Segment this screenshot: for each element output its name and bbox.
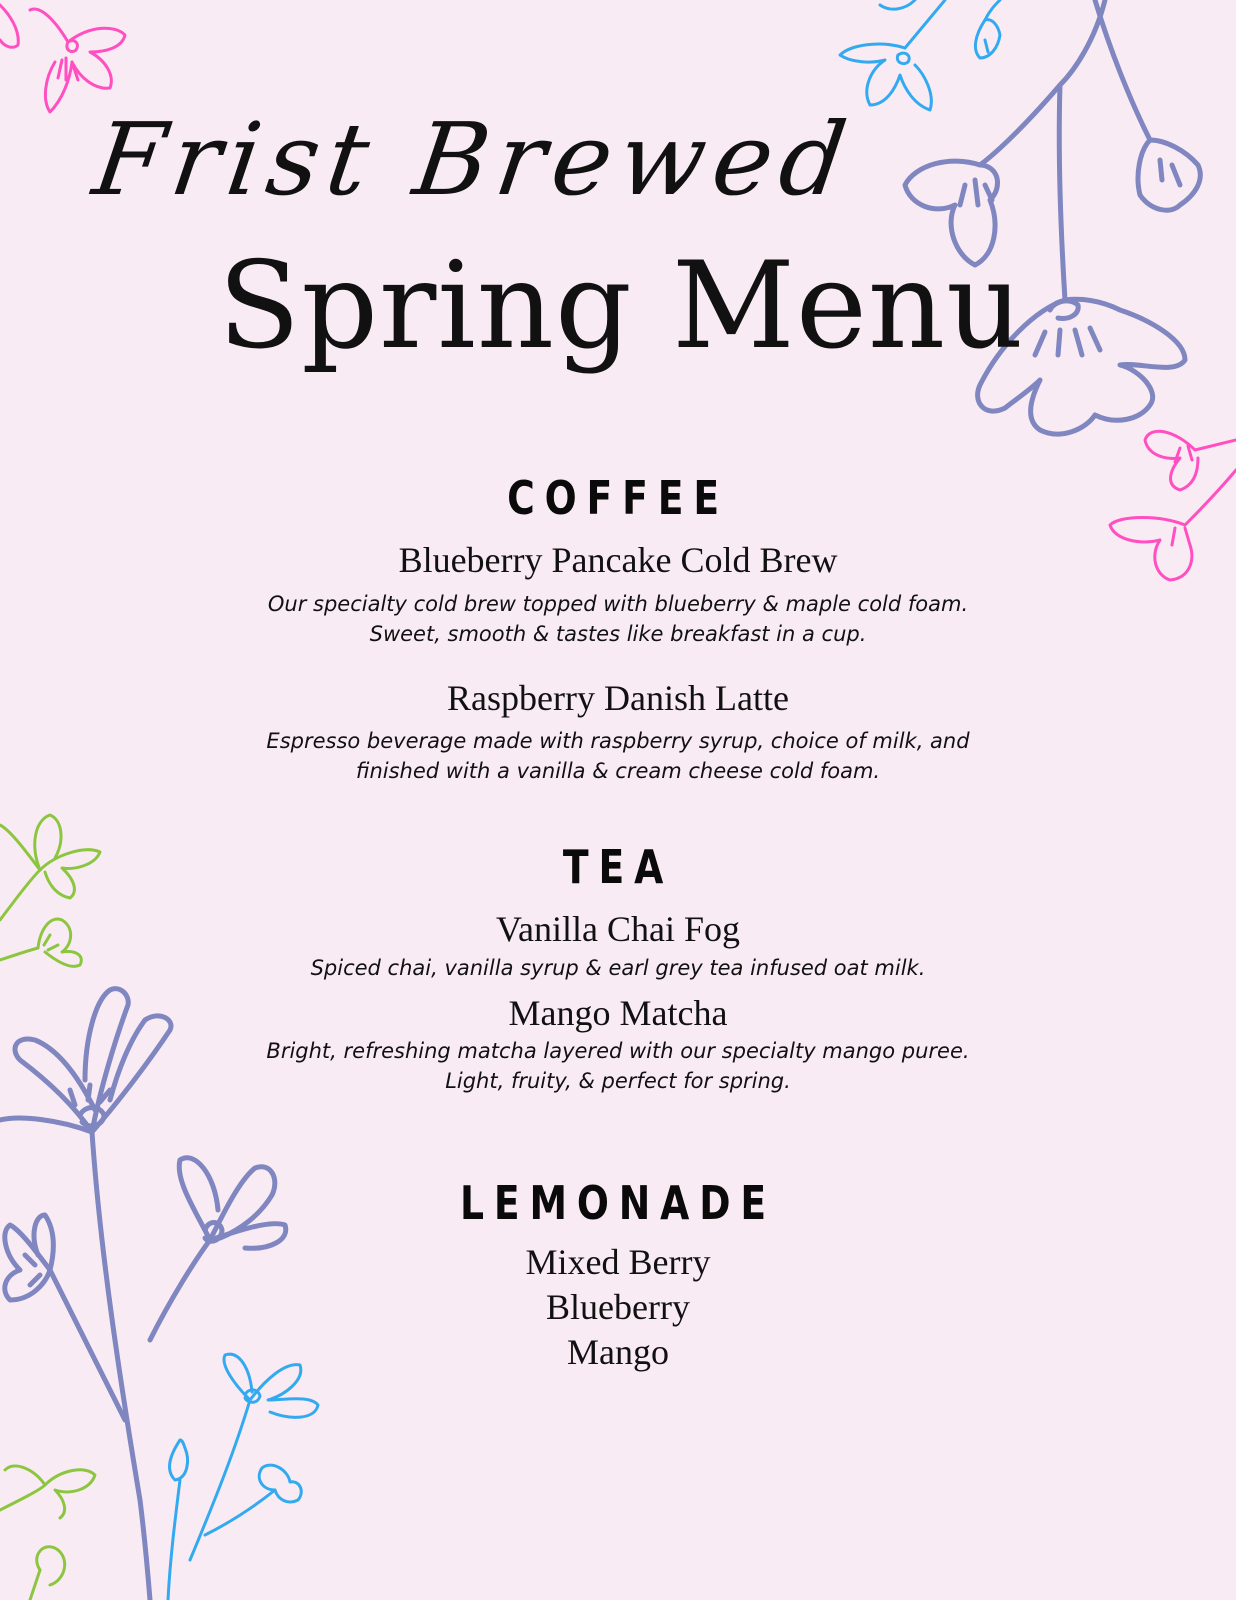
coffee-item-description xyxy=(200,589,1036,649)
tea-item-name: Mango Matcha xyxy=(508,993,728,1033)
description-line: Bright, refreshing matcha layered with our specialty mango puree. xyxy=(266,1039,970,1063)
tea-item-description xyxy=(200,1036,1036,1096)
pink-flower-icon xyxy=(1110,431,1236,580)
green-flower-icon xyxy=(0,815,100,1600)
tea-heading: TEA xyxy=(562,840,674,894)
description-line: finished with a vanilla & cream cheese cold foam. xyxy=(355,759,881,783)
description-line: Our specialty cold brew topped with blueberry & maple cold foam. xyxy=(267,592,969,616)
description-line: Light, fruity, & perfect for spring. xyxy=(445,1069,791,1093)
blue-flower-icon xyxy=(840,0,1000,110)
coffee-item-description xyxy=(200,726,1036,786)
description-line: Spiced chai, vanilla syrup & earl grey tea infused oat milk. xyxy=(310,956,926,980)
lemonade-heading: LEMONADE xyxy=(460,1176,776,1230)
lemonade-item: Mango xyxy=(567,1332,669,1372)
tea-item-name: Vanilla Chai Fog xyxy=(496,909,740,949)
coffee-heading: COFFEE xyxy=(507,471,729,525)
description-line: Espresso beverage made with raspberry syrup, choice of milk, and xyxy=(266,729,970,753)
lemonade-item: Mixed Berry xyxy=(525,1242,711,1282)
brand-script-title: Frist Brewed xyxy=(86,101,862,218)
tea-item-description xyxy=(200,953,1036,983)
lemonade-item: Blueberry xyxy=(546,1287,690,1327)
description-line: Sweet, smooth & tastes like breakfast in a cup. xyxy=(369,622,867,646)
coffee-item-name: Blueberry Pancake Cold Brew xyxy=(398,540,838,580)
coffee-item-name: Raspberry Danish Latte xyxy=(447,678,789,718)
blue-flower-icon xyxy=(168,1354,318,1600)
page-title: Spring Menu xyxy=(218,237,1025,376)
